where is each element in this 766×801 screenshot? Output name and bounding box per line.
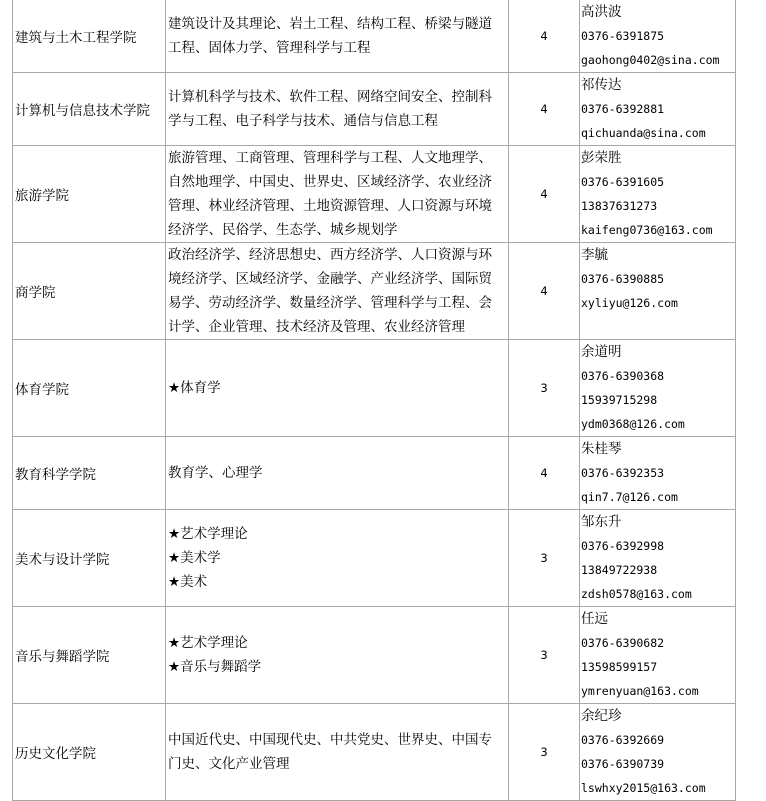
college-name: 建筑与土木工程学院 bbox=[13, 0, 166, 73]
contact-email: qichuanda@sina.com bbox=[581, 126, 706, 140]
major-line: 旅游管理、工商管理、管理科学与工程、人文地理学、 bbox=[168, 150, 492, 166]
majors-cell bbox=[166, 146, 509, 243]
years-cell: 3 bbox=[509, 340, 580, 437]
contact-name: 彭荣胜 bbox=[581, 150, 622, 166]
contact-cell bbox=[580, 243, 736, 340]
contact-name: 李毓 bbox=[581, 247, 608, 263]
contact-phone: 0376-6391875 bbox=[581, 29, 665, 43]
majors-cell bbox=[166, 243, 509, 340]
major-line: 计算机科学与技术、软件工程、网络空间安全、控制科 bbox=[168, 89, 492, 105]
contact-name: 余纪珍 bbox=[581, 708, 622, 724]
table-row bbox=[13, 510, 736, 607]
table-row bbox=[13, 607, 736, 704]
contact-phone: 0376-6390885 bbox=[581, 272, 665, 286]
major-line: 境经济学、区域经济学、金融学、产业经济学、国际贸 bbox=[168, 271, 492, 287]
table-row bbox=[13, 437, 736, 510]
contact-cell bbox=[580, 437, 736, 510]
table-row bbox=[13, 146, 736, 243]
contact-email: ymrenyuan@163.com bbox=[581, 684, 699, 698]
college-name: 旅游学院 bbox=[13, 146, 166, 243]
contact-name: 高洪波 bbox=[581, 4, 622, 20]
contact-cell bbox=[580, 510, 736, 607]
college-name: 商学院 bbox=[13, 243, 166, 340]
contact-email: kaifeng0736@163.com bbox=[581, 223, 713, 237]
table-row bbox=[13, 73, 736, 146]
years-cell: 4 bbox=[509, 243, 580, 340]
years-cell: 4 bbox=[509, 146, 580, 243]
majors-cell bbox=[166, 73, 509, 146]
college-name: 体育学院 bbox=[13, 340, 166, 437]
contact-phone: 0376-6390368 bbox=[581, 369, 665, 383]
major-line: 中国近代史、中国现代史、中共党史、世界史、中国专 bbox=[168, 732, 492, 748]
table-row bbox=[13, 0, 736, 73]
contact-phone: 0376-6392353 bbox=[581, 466, 665, 480]
contact-email: xyliyu@126.com bbox=[581, 296, 678, 310]
table-row bbox=[13, 704, 736, 801]
major-line: 学与工程、电子科学与技术、通信与信息工程 bbox=[168, 113, 438, 129]
contact-email: gaohong0402@sina.com bbox=[581, 53, 720, 67]
majors-cell bbox=[166, 704, 509, 801]
college-name: 计算机与信息技术学院 bbox=[13, 73, 166, 146]
major-line: ★音乐与舞蹈学 bbox=[168, 659, 262, 675]
major-line: ★体育学 bbox=[168, 380, 221, 396]
major-line: 经济学、民俗学、生态学、城乡规划学 bbox=[168, 222, 398, 238]
major-line: ★美术 bbox=[168, 574, 208, 590]
major-line: 易学、劳动经济学、数量经济学、管理科学与工程、会 bbox=[168, 295, 492, 311]
major-line: 自然地理学、中国史、世界史、区域经济学、农业经济 bbox=[168, 174, 492, 190]
majors-cell bbox=[166, 510, 509, 607]
contact-cell bbox=[580, 0, 736, 73]
contact-cell bbox=[580, 73, 736, 146]
majors-cell bbox=[166, 607, 509, 704]
contact-phone: 0376-6392669 bbox=[581, 733, 665, 747]
contact-mobile: 13849722938 bbox=[581, 563, 658, 577]
years-cell: 3 bbox=[509, 607, 580, 704]
major-line: 门史、文化产业管理 bbox=[168, 756, 290, 772]
college-name: 教育科学学院 bbox=[13, 437, 166, 510]
contact-cell bbox=[580, 146, 736, 243]
contact-mobile: 13598599157 bbox=[581, 660, 658, 674]
contact-phone-2: 0376-6390739 bbox=[581, 757, 665, 771]
contact-name: 邹东升 bbox=[581, 514, 622, 530]
major-line: 建筑设计及其理论、岩土工程、结构工程、桥梁与隧道 bbox=[168, 16, 492, 32]
major-line: ★艺术学理论 bbox=[168, 635, 248, 651]
contact-name: 祁传达 bbox=[581, 77, 622, 93]
major-line: ★艺术学理论 bbox=[168, 526, 248, 542]
contact-email: ydm0368@126.com bbox=[581, 417, 685, 431]
years-cell: 4 bbox=[509, 73, 580, 146]
years-cell: 4 bbox=[509, 437, 580, 510]
contact-email: zdsh0578@163.com bbox=[581, 587, 692, 601]
contact-cell bbox=[580, 704, 736, 801]
contact-phone: 0376-6391605 bbox=[581, 175, 665, 189]
contact-mobile: 13837631273 bbox=[581, 199, 658, 213]
contact-mobile: 15939715298 bbox=[581, 393, 658, 407]
major-line: 政治经济学、经济思想史、西方经济学、人口资源与环 bbox=[168, 247, 492, 263]
table-row bbox=[13, 340, 736, 437]
years-cell: 4 bbox=[509, 0, 580, 73]
major-line: 计学、企业管理、技术经济及管理、农业经济管理 bbox=[168, 319, 465, 335]
college-majors-table bbox=[12, 0, 736, 801]
majors-cell bbox=[166, 0, 509, 73]
contact-phone: 0376-6392881 bbox=[581, 102, 665, 116]
major-line: 教育学、心理学 bbox=[168, 465, 263, 481]
college-name: 美术与设计学院 bbox=[13, 510, 166, 607]
college-name: 音乐与舞蹈学院 bbox=[13, 607, 166, 704]
contact-cell bbox=[580, 607, 736, 704]
majors-cell bbox=[166, 437, 509, 510]
contact-cell bbox=[580, 340, 736, 437]
contact-email: qin7.7@126.com bbox=[581, 490, 678, 504]
contact-email: lswhxy2015@163.com bbox=[581, 781, 706, 795]
contact-name: 任远 bbox=[581, 611, 608, 627]
majors-cell bbox=[166, 340, 509, 437]
college-name: 历史文化学院 bbox=[13, 704, 166, 801]
contact-phone: 0376-6390682 bbox=[581, 636, 665, 650]
years-cell: 3 bbox=[509, 510, 580, 607]
major-line: 工程、固体力学、管理科学与工程 bbox=[168, 40, 371, 56]
contact-name: 朱桂琴 bbox=[581, 441, 622, 457]
major-line: ★美术学 bbox=[168, 550, 221, 566]
table-row bbox=[13, 243, 736, 340]
contact-name: 余道明 bbox=[581, 344, 622, 360]
years-cell: 3 bbox=[509, 704, 580, 801]
major-line: 管理、林业经济管理、土地资源管理、人口资源与环境 bbox=[168, 198, 492, 214]
contact-phone: 0376-6392998 bbox=[581, 539, 665, 553]
